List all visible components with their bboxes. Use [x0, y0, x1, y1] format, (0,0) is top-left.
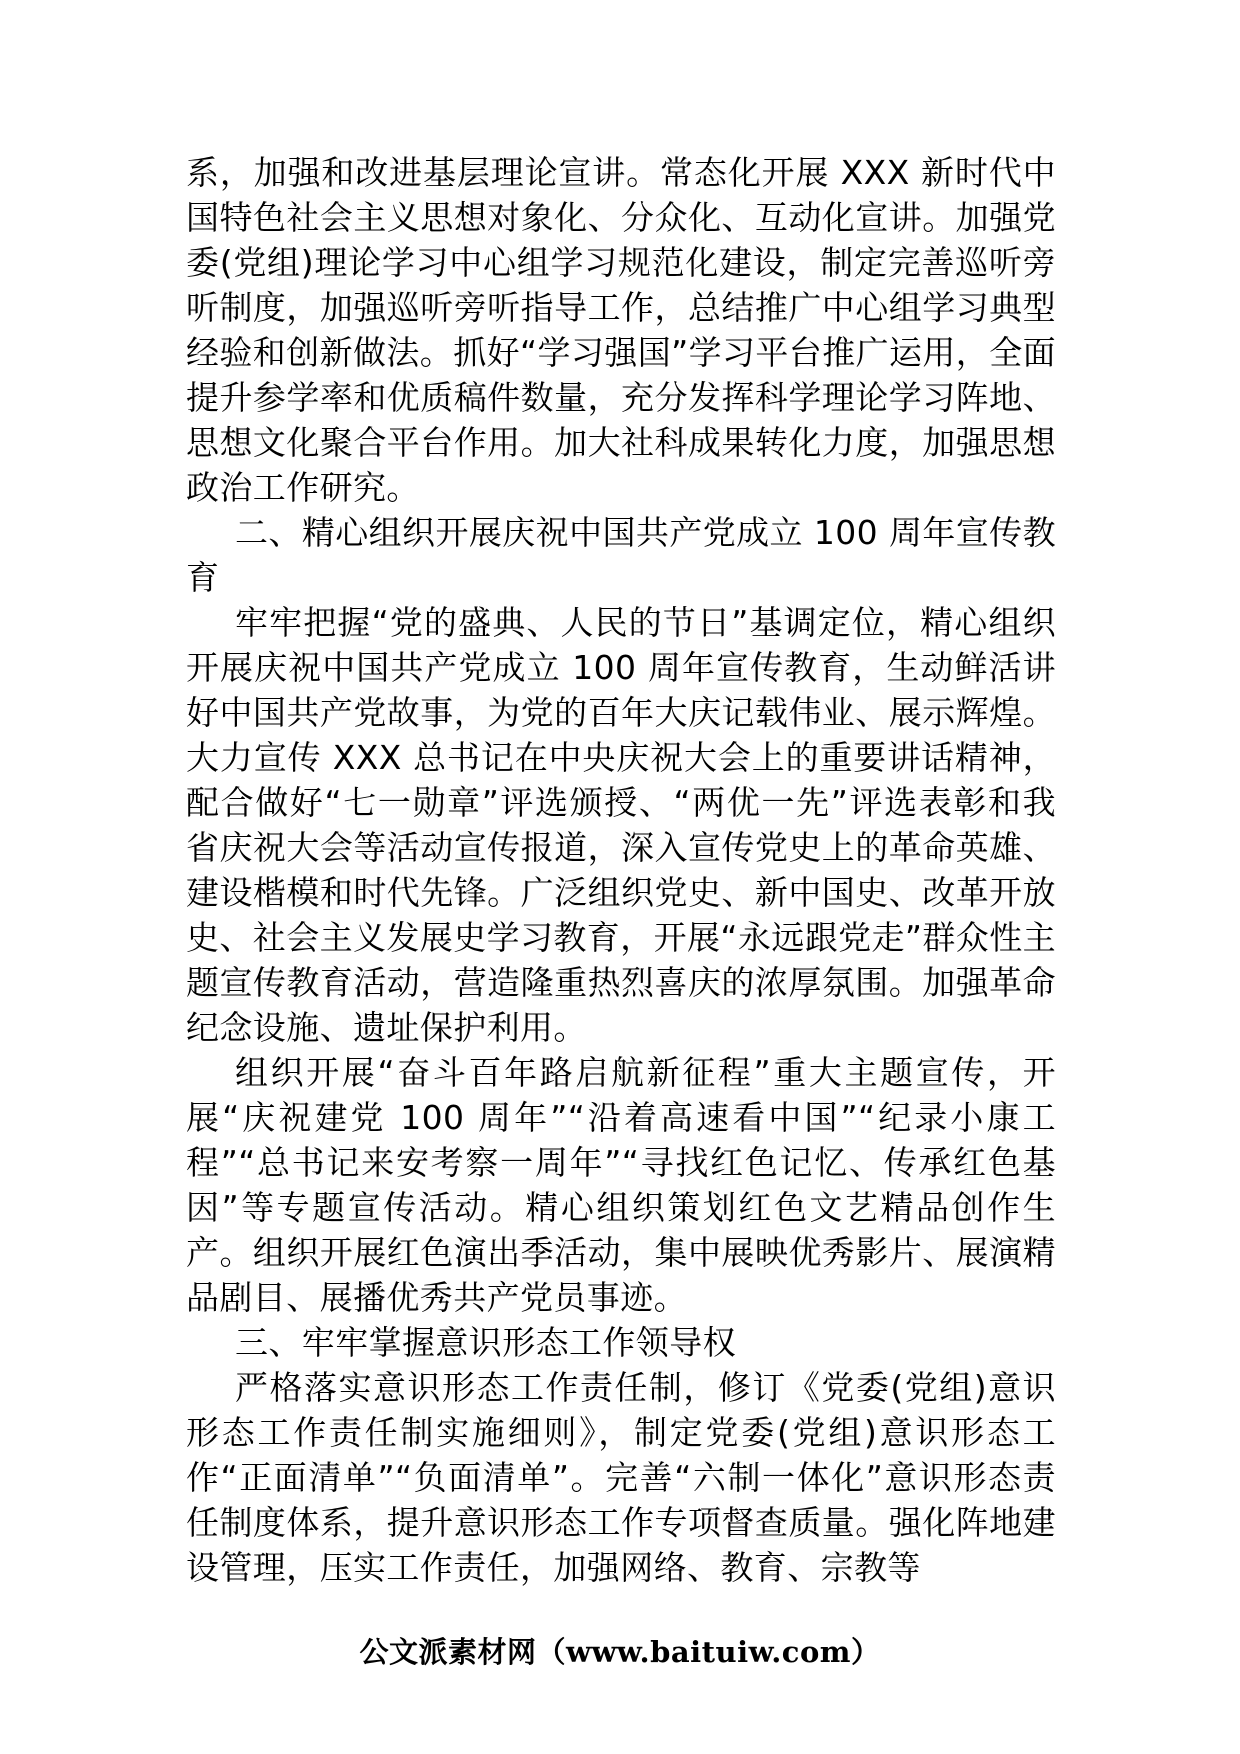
paragraph-ideology-responsibility: 严格落实意识形态工作责任制，修订《党委(党组)意识形态工作责任制实施细则》，制定党委(党组)意识形态工作“正面清单”“负面清单”。完善“六制一体化”意识形态责任制度体系，提升意识形态工作专项督查质量。强化阵地建设管理，压实工作责任，加强网络、教育、宗教等	[186, 1368, 1056, 1587]
section-heading-2: 二、精心组织开展庆祝中国共产党成立 100 周年宣传教育	[186, 513, 1056, 597]
section-heading-3: 三、牢牢掌握意识形态工作领导权	[235, 1323, 736, 1362]
paragraph-theme-campaign: 组织开展“奋斗百年路启航新征程”重大主题宣传，开展“庆祝建党 100 周年”“沿着高速看中国”“纪录小康工程”“总书记来安考察一周年”“寻找红色记忆、传承红色基因”等专题宣传活动。精心组织策划红色文艺精品创作生产。组织开展红色演出季活动，集中展映优秀影片、展演精品剧目、展播优秀共产党员事迹。	[186, 1053, 1056, 1317]
paragraph-centenary-education: 牢牢把握“党的盛典、人民的节日”基调定位，精心组织开展庆祝中国共产党成立 100 周年宣传教育，生动鲜活讲好中国共产党故事，为党的百年大庆记载伟业、展示辉煌。大力宣传 XXX 总书记在中央庆祝大会上的重要讲话精神，配合做好“七一勋章”评选颁授、“两优一先”评选表彰和我省庆祝大会等活动宣传报道，深入宣传党史上的革命英雄、建设楷模和时代先锋。广泛组织党史、新中国史、改革开放史、社会主义发展史学习教育，开展“永远跟党走”群众性主题宣传教育活动，营造隆重热烈喜庆的浓厚氛围。加强革命纪念设施、遗址保护利用。	[186, 603, 1056, 1047]
footer-watermark: 公文派素材网（www.baituiw.com）	[359, 1635, 881, 1669]
paragraph-continuation: 系，加强和改进基层理论宣讲。常态化开展 XXX 新时代中国特色社会主义思想对象化、分众化、互动化宣讲。加强党委(党组)理论学习中心组学习规范化建设，制定完善巡听旁听制度，加强巡听旁听指导工作，总结推广中心组学习典型经验和创新做法。抓好“学习强国”学习平台推广运用，全面提升参学率和优质稿件数量，充分发挥科学理论学习阵地、思想文化聚合平台作用。加大社科成果转化力度，加强思想政治工作研究。	[186, 153, 1056, 507]
document-body	[186, 150, 1056, 1590]
